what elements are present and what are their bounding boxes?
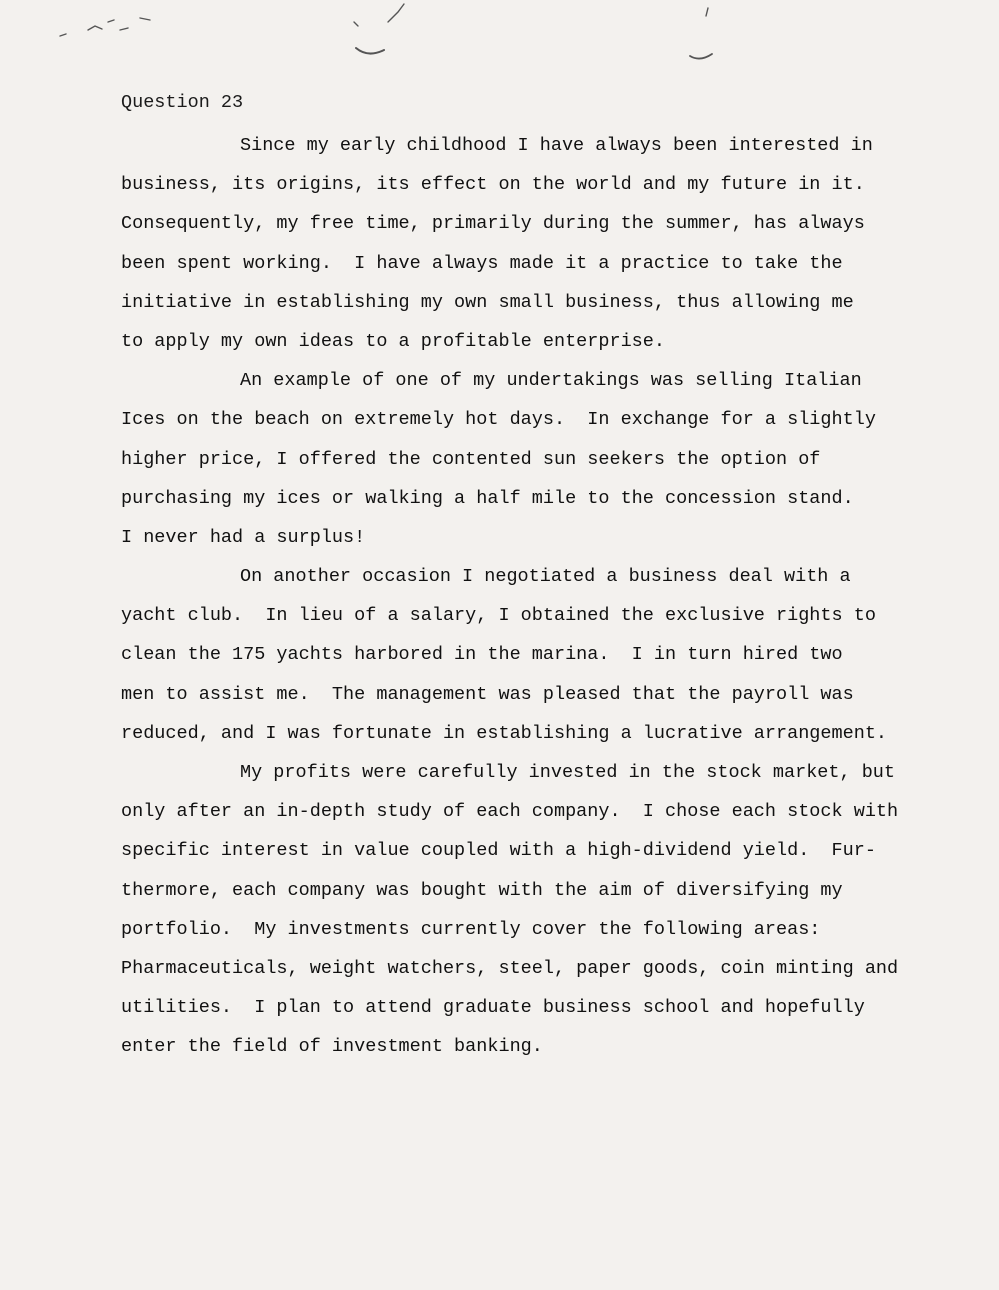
text-line: Pharmaceuticals, weight watchers, steel, paper goods, coin minting and — [121, 957, 899, 979]
text-line: business, its origins, its effect on the world and my future in it. — [121, 174, 865, 196]
text-line: purchasing my ices or walking a half mile to the concession stand. — [121, 487, 854, 509]
paragraph — [121, 133, 971, 368]
text-line: to apply my own ideas to a profitable enterprise. — [121, 330, 665, 352]
text-line: An example of one of my undertakings was selling Italian — [240, 370, 862, 392]
text-line: specific interest in value coupled with a high-dividend yield. Fur- — [121, 840, 876, 862]
text-line: higher price, I offered the contented sun seekers the option of — [121, 448, 821, 470]
text-line: clean the 175 yachts harbored in the marina. I in turn hired two — [121, 644, 843, 666]
document-body — [121, 133, 971, 1074]
text-line: enter the field of investment banking. — [121, 1036, 543, 1058]
text-line: I never had a surplus! — [121, 526, 366, 548]
text-line: initiative in establishing my own small business, thus allowing me — [121, 291, 854, 313]
text-line: Ices on the beach on extremely hot days. In exchange for a slightly — [121, 409, 876, 431]
text-line: On another occasion I negotiated a business deal with a — [240, 566, 851, 588]
text-line: thermore, each company was bought with the aim of diversifying my — [121, 879, 843, 901]
text-line: Consequently, my free time, primarily during the summer, has always — [121, 213, 865, 235]
paragraph — [121, 564, 971, 760]
paragraph — [121, 368, 971, 564]
text-line: My profits were carefully invested in the stock market, but — [240, 762, 896, 783]
text-line: Since my early childhood I have always been interested in — [240, 135, 873, 156]
text-line: portfolio. My investments currently cover the following areas: — [121, 918, 821, 940]
text-line: been spent working. I have always made it a practice to take the — [121, 252, 843, 274]
text-line: yacht club. In lieu of a salary, I obtained the exclusive rights to — [121, 605, 876, 627]
text-line: reduced, and I was fortunate in establishing a lucrative arrangement. — [121, 722, 888, 744]
scan-artifacts — [0, 0, 999, 80]
text-line: utilities. I plan to attend graduate business school and hopefully — [121, 997, 865, 1019]
text-line: men to assist me. The management was pleased that the payroll was — [121, 683, 854, 705]
document-heading: Question 23 — [121, 92, 244, 113]
text-line: only after an in-depth study of each company. I chose each stock with — [121, 801, 899, 823]
paragraph — [121, 760, 971, 1074]
